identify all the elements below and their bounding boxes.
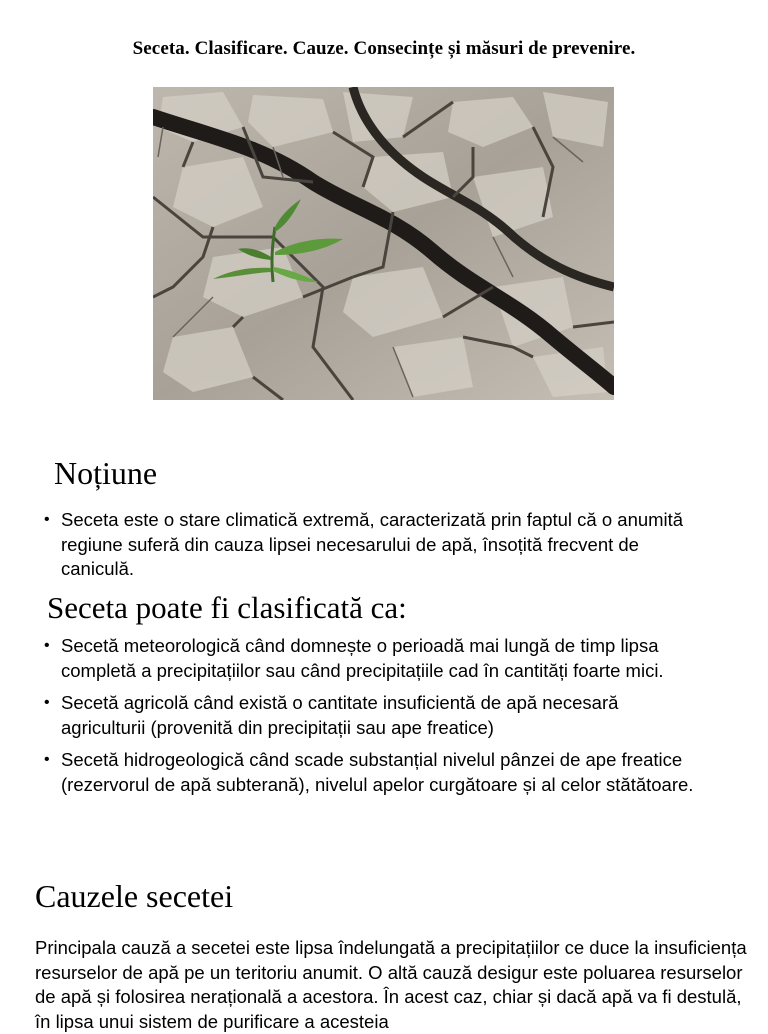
bullet-icon: • — [44, 511, 50, 528]
list-item — [0, 691, 701, 740]
cauze-paragraph: Principala cauză a secetei este lipsa îndelungată a precipitațiilor ce duce la insuficiența resurselor de apă pe un teritoriu anumit. O altă cauză desigur este poluarea resurselor de apă și folosirea nerațională a acestora. În acest caz, chiar și dacă apă va fi destulă, în lipsa unui sistem de purificare a acesteia — [35, 937, 747, 1032]
list-item — [0, 508, 701, 582]
list-item — [0, 748, 701, 797]
document-title: Seceta. Clasificare. Cauze. Consecințe și măsuri de prevenire. — [132, 38, 636, 59]
section-heading-cauze: Cauzele secetei — [35, 878, 234, 914]
notiune-bullet-list — [0, 508, 701, 590]
bullet-icon: • — [44, 751, 50, 768]
bullet-text: Seceta este o stare climatică extremă, caracterizată prin faptul că o anumită regiune suferă din cauza lipsei necesarului de apă, însoțită frecvent de caniculă. — [61, 509, 684, 579]
bullet-text: Secetă meteorologică când domnește o perioadă mai lungă de timp lipsa completă a precipitațiilor sau când precipitațiile cad în cantități foarte mici. — [61, 635, 664, 681]
list-item — [0, 634, 701, 683]
section-heading-clasificare: Seceta poate fi clasificată ca: — [47, 590, 407, 625]
cracked-earth-seedling-image — [153, 87, 614, 400]
bullet-icon: • — [44, 694, 50, 711]
bullet-icon: • — [44, 637, 50, 654]
cracked-earth-graphic — [153, 87, 614, 400]
bullet-text: Secetă hidrogeologică când scade substanțial nivelul pânzei de ape freatice (rezervorul de apă subterană), nivelul apelor curgătoare și al celor stătătoare. — [61, 749, 694, 795]
bullet-text: Secetă agricolă când există o cantitate insuficientă de apă necesară agriculturii (provenită din precipitații sau ape freatice) — [61, 692, 619, 738]
section-heading-notiune: Noțiune — [54, 455, 158, 491]
clasificare-bullet-list — [0, 634, 701, 805]
